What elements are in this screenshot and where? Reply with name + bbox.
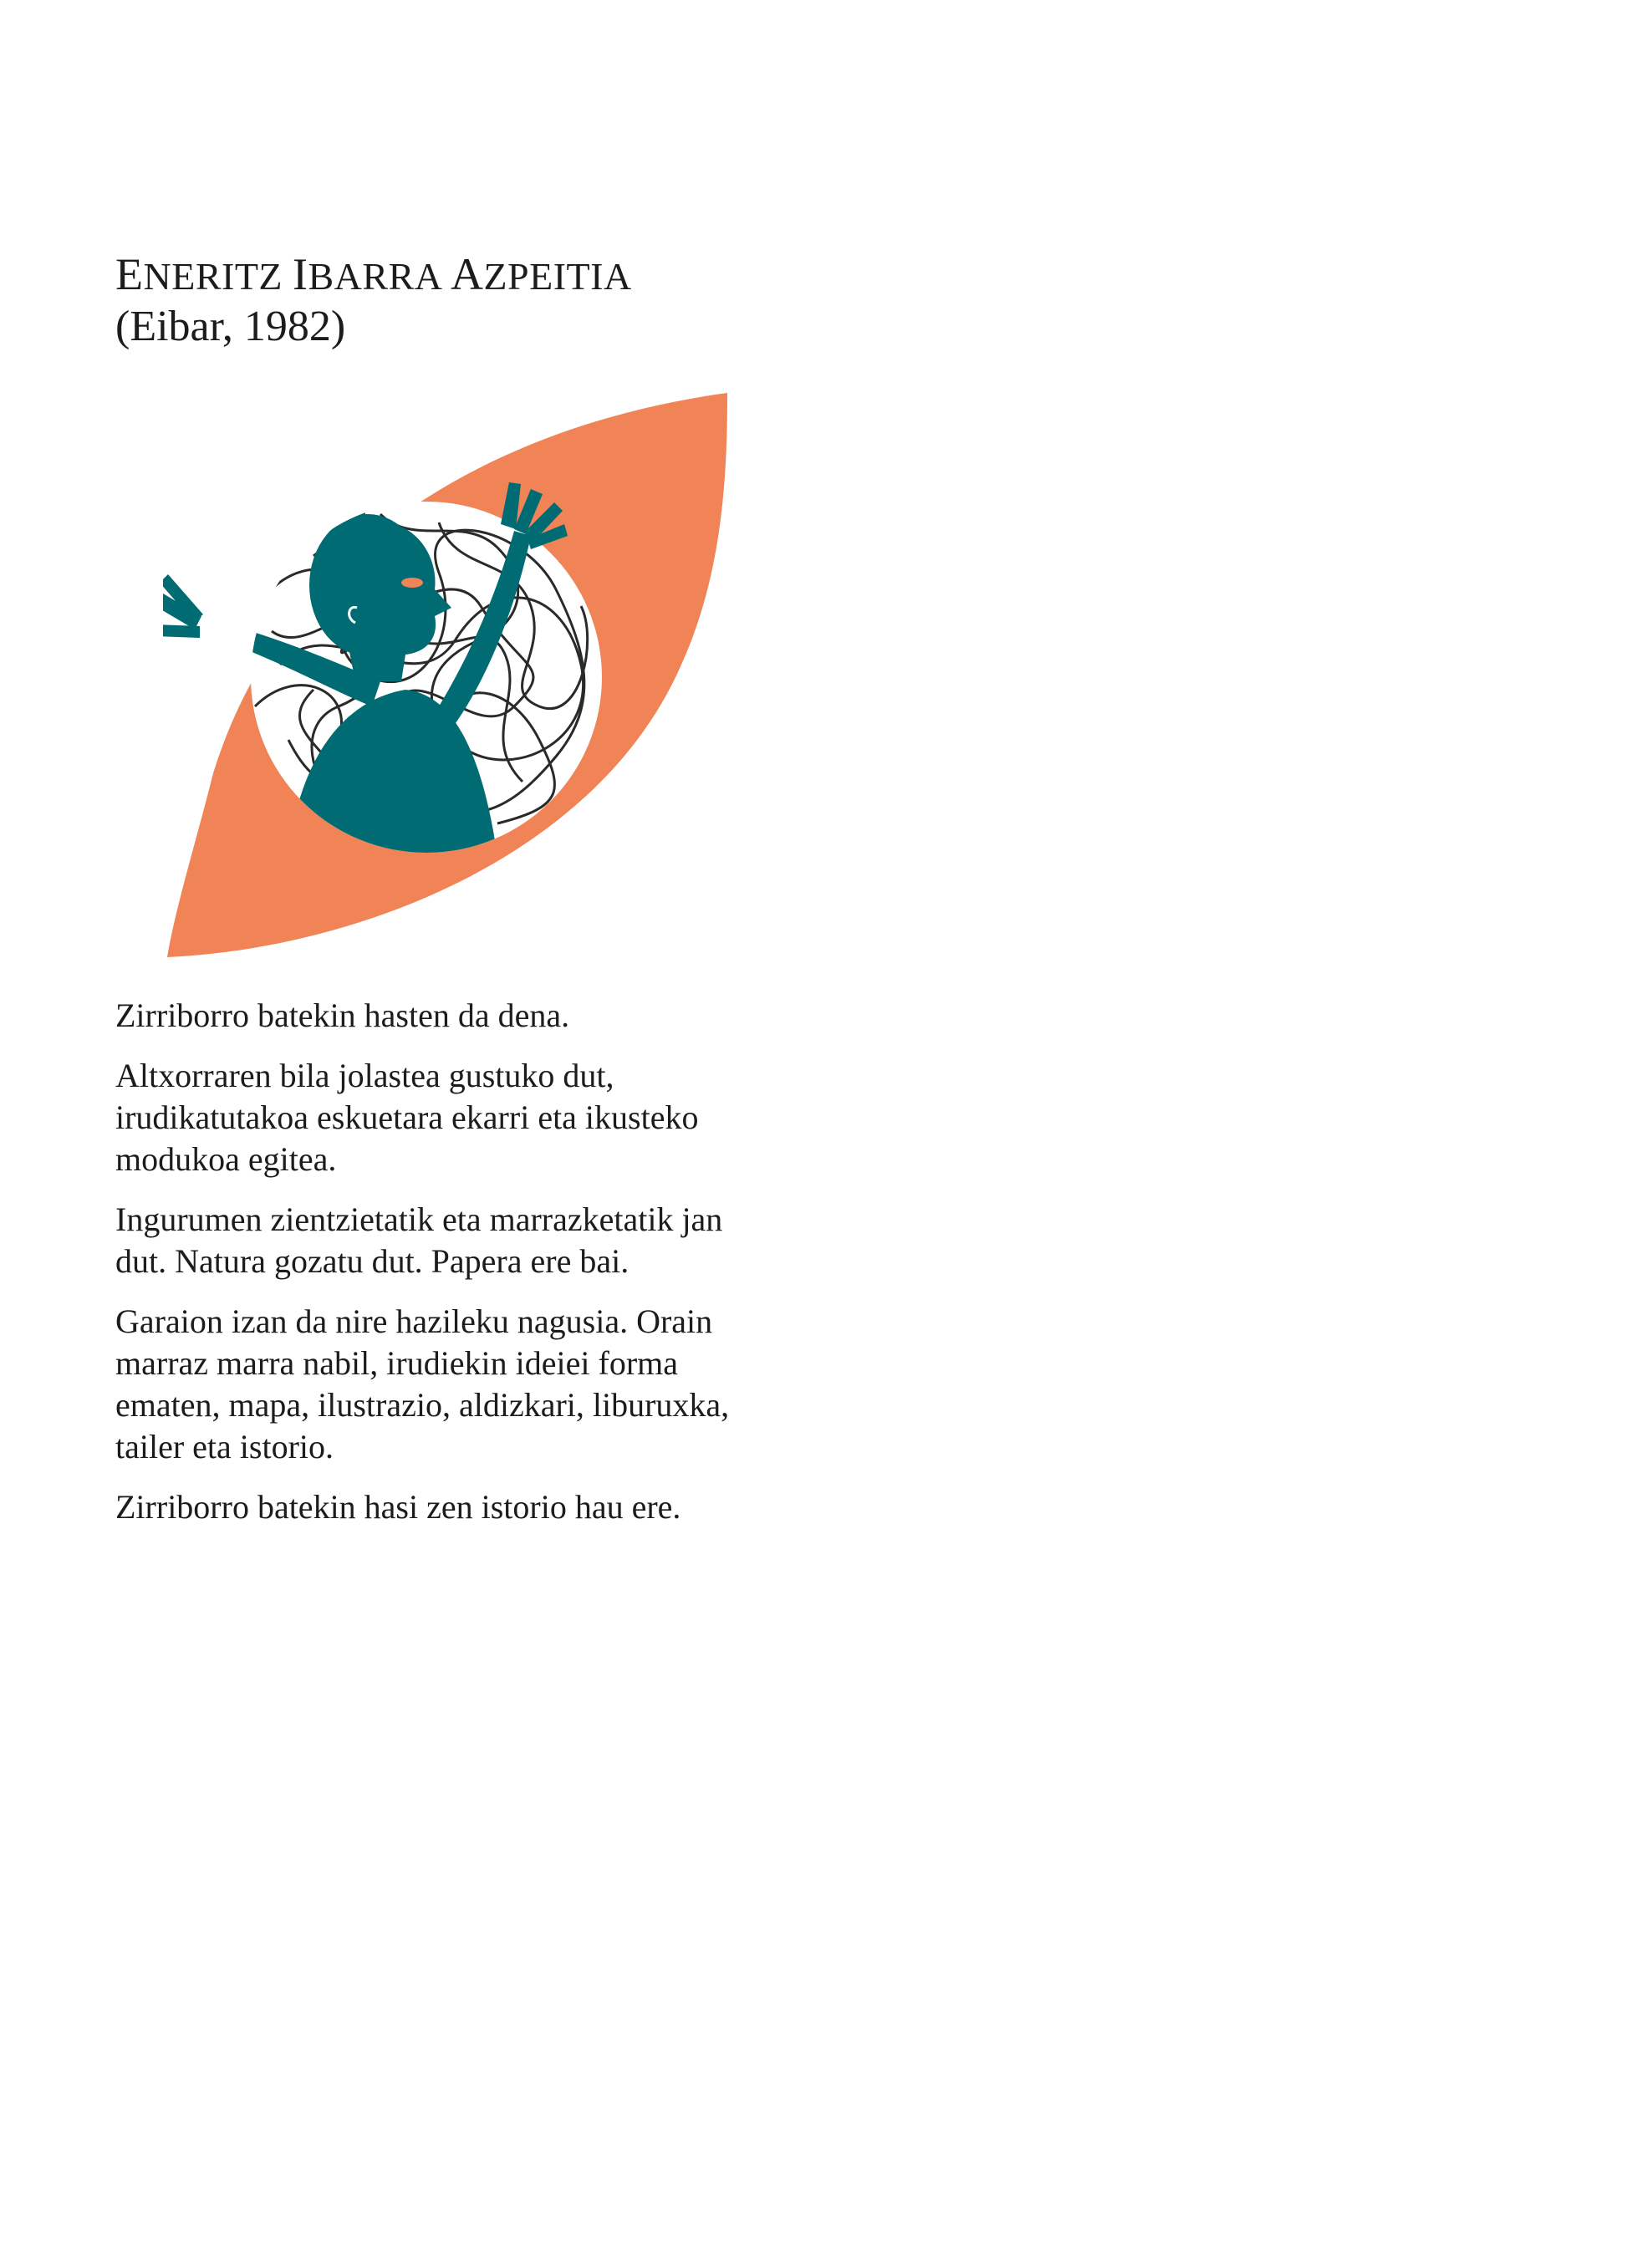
bio-paragraph [115, 1486, 851, 1528]
bio-line: Ingurumen zientzietatik eta marrazketatik jan [115, 1200, 723, 1238]
author-heading [115, 251, 868, 354]
bio-line: ematen, mapa, ilustrazio, aldizkari, liburuxka, [115, 1386, 730, 1424]
bio-line: Zirriborro batekin hasten da dena. [115, 996, 570, 1034]
bio-line: Altxorraren bila jolastea gustuko dut, [115, 1057, 614, 1094]
author-name-initial: I [293, 249, 308, 299]
bio-paragraph [115, 1301, 851, 1468]
bio-paragraph [115, 1199, 851, 1282]
bio-line: Garaion izan da nire hazileku nagusia. Orain [115, 1302, 713, 1340]
figure-eye [401, 578, 423, 588]
bio-paragraph [115, 1055, 851, 1180]
bio-line: tailer eta istorio. [115, 1428, 334, 1465]
bio-line: dut. Natura gozatu dut. Papera ere bai. [115, 1242, 630, 1280]
author-name [115, 251, 868, 300]
author-bio [115, 995, 851, 1547]
bio-line: Zirriborro batekin hasi zen istorio hau ere. [115, 1488, 681, 1526]
author-name-initial: E [115, 249, 144, 299]
bio-line: irudikatutakoa eskuetara ekarri eta ikusteko [115, 1098, 699, 1136]
author-name-rest: NERITZ [143, 255, 293, 298]
author-name-rest: BARRA [308, 255, 451, 298]
author-origin: (Eibar, 1982) [115, 303, 346, 350]
author-illustration [163, 389, 748, 966]
author-name-initial: A [450, 249, 484, 299]
bio-paragraph [115, 995, 851, 1037]
bio-line: marraz marra nabil, irudiekin ideiei forma [115, 1344, 679, 1382]
author-name-rest: ZPEITIA [483, 255, 632, 298]
bio-line: modukoa egitea. [115, 1140, 337, 1178]
